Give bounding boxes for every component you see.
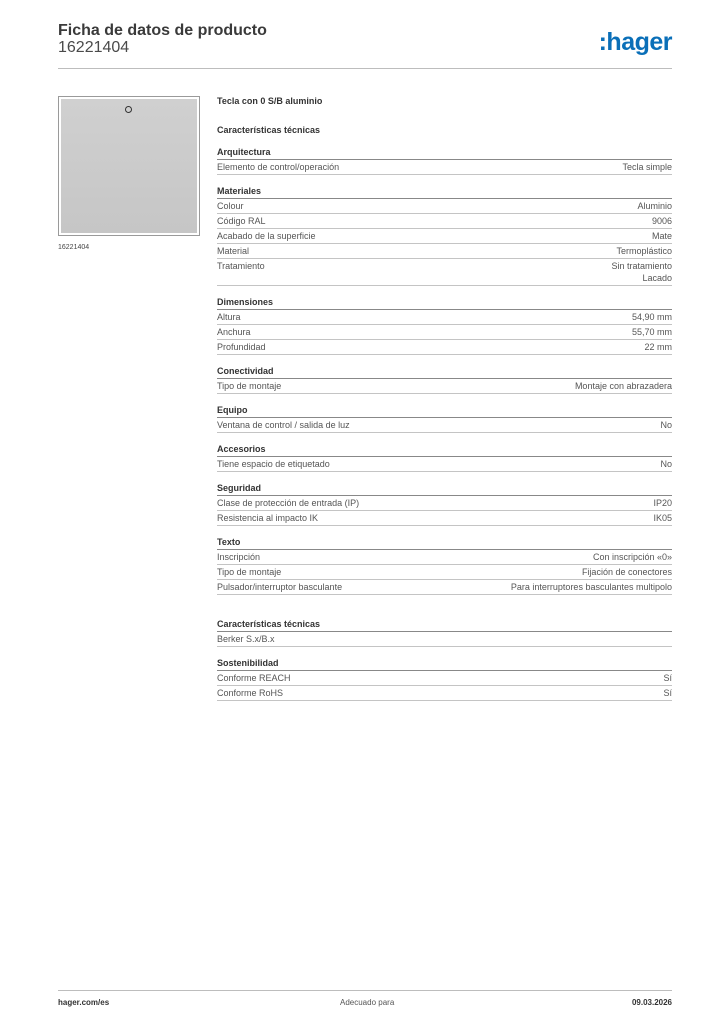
- spec-row: [217, 310, 672, 325]
- spec-key: Conforme REACH: [217, 673, 291, 683]
- spec-value: Montaje con abrazadera: [574, 381, 672, 391]
- spec-row: [217, 199, 672, 214]
- spec-row: [217, 418, 672, 433]
- spec-value: 54,90 mm: [631, 312, 672, 322]
- spec-value: No: [660, 459, 672, 469]
- section-title: Materiales: [217, 185, 672, 199]
- spec-row: [217, 325, 672, 340]
- spec-key: Material: [217, 246, 250, 256]
- spec-key: Código RAL: [217, 216, 266, 226]
- spec-key: Berker S.x/B.x: [217, 634, 275, 644]
- product-image: [58, 96, 200, 236]
- spec-row: [217, 229, 672, 244]
- spec-value: Tecla simple: [622, 162, 672, 172]
- spec-value: Con inscripción «0»: [592, 552, 672, 562]
- page-header: [58, 22, 672, 68]
- spec-key: Colour: [217, 201, 244, 211]
- hager-logo: :hager: [598, 28, 672, 56]
- section-materiales: [217, 185, 672, 286]
- section-texto: [217, 536, 672, 595]
- product-name: Tecla con 0 S/B aluminio: [217, 96, 323, 106]
- spec-value: IK05: [653, 513, 672, 523]
- section-accesorios: [217, 443, 672, 472]
- spec-key: Tipo de montaje: [217, 381, 282, 391]
- section-title: Conectividad: [217, 365, 672, 379]
- header-divider: [58, 68, 672, 69]
- spec-value: Sí: [663, 688, 672, 698]
- section-title: Texto: [217, 536, 672, 550]
- section-title: Arquitectura: [217, 146, 672, 160]
- spec-row: [217, 244, 672, 259]
- spec-row: [217, 340, 672, 355]
- section-title: Dimensiones: [217, 296, 672, 310]
- spec-key: Resistencia al impacto IK: [217, 513, 319, 523]
- spec-key: Altura: [217, 312, 241, 322]
- spec-key: Inscripción: [217, 552, 261, 562]
- section-equipo: [217, 404, 672, 433]
- section-dimensiones: [217, 296, 672, 355]
- spec-value: 9006: [651, 216, 672, 226]
- footer-divider: [58, 990, 672, 991]
- spec-key: Anchura: [217, 327, 251, 337]
- spec-key: Tipo de montaje: [217, 567, 282, 577]
- product-code: 16221404: [58, 39, 130, 56]
- spec-value: IP20: [653, 498, 672, 508]
- spec-row: [217, 671, 672, 686]
- spec-row: [217, 511, 672, 526]
- spec-row: [217, 259, 672, 286]
- spec-value: Fijación de conectores: [581, 567, 672, 577]
- spec-value: No: [660, 420, 672, 430]
- spec-value: Mate: [651, 231, 672, 241]
- spec-row: [217, 550, 672, 565]
- spec-value: Sí: [663, 673, 672, 683]
- spec-key: Elemento de control/operación: [217, 162, 340, 172]
- section-title: Seguridad: [217, 482, 672, 496]
- footer-date: 09.03.2026: [631, 998, 672, 1007]
- product-image-caption: 16221404: [58, 244, 90, 251]
- spec-key: Profundidad: [217, 342, 266, 352]
- section-title: Accesorios: [217, 443, 672, 457]
- spec-content: [217, 95, 672, 701]
- spec-key: Conforme RoHS: [217, 688, 284, 698]
- section-title: Sostenibilidad: [217, 657, 672, 671]
- spec-value: [611, 260, 672, 284]
- tech-characteristics-heading: Características técnicas: [217, 125, 321, 135]
- spec-row: [217, 580, 672, 595]
- spec-row: [217, 160, 672, 175]
- spec-key: Tiene espacio de etiquetado: [217, 459, 330, 469]
- spec-row: [217, 214, 672, 229]
- spec-row: [217, 686, 672, 701]
- section-sostenibilidad: [217, 657, 672, 701]
- spec-value-line: Sin tratamiento: [611, 261, 672, 271]
- section-title: Equipo: [217, 404, 672, 418]
- footer-suitable-for: Adecuado para: [340, 998, 395, 1007]
- spec-value: Termoplástico: [616, 246, 672, 256]
- spec-value: Para interruptores basculantes multipolo: [510, 582, 672, 592]
- spec-key: Clase de protección de entrada (IP): [217, 498, 360, 508]
- spec-key: Pulsador/interruptor basculante: [217, 582, 343, 592]
- spec-key: Acabado de la superficie: [217, 231, 316, 241]
- spec-row: [217, 379, 672, 394]
- section-caracteristicas: [217, 618, 672, 647]
- section-title: Características técnicas: [217, 618, 672, 632]
- spec-row: [217, 565, 672, 580]
- spec-value: 22 mm: [644, 342, 672, 352]
- zero-symbol-icon: [125, 106, 132, 113]
- spec-value-line: Lacado: [642, 273, 672, 283]
- page-title: Ficha de datos de producto: [58, 22, 267, 39]
- section-conectividad: [217, 365, 672, 394]
- spec-row: [217, 632, 672, 647]
- spec-row: [217, 496, 672, 511]
- section-seguridad: [217, 482, 672, 526]
- footer-website-link[interactable]: hager.com/es: [58, 998, 110, 1007]
- section-arquitectura: [217, 146, 672, 175]
- spec-key: Tratamiento: [217, 261, 265, 271]
- spec-row: [217, 457, 672, 472]
- switch-plate-picture: [61, 99, 197, 233]
- spec-value: Aluminio: [637, 201, 672, 211]
- spec-key: Ventana de control / salida de luz: [217, 420, 350, 430]
- spec-value: 55,70 mm: [631, 327, 672, 337]
